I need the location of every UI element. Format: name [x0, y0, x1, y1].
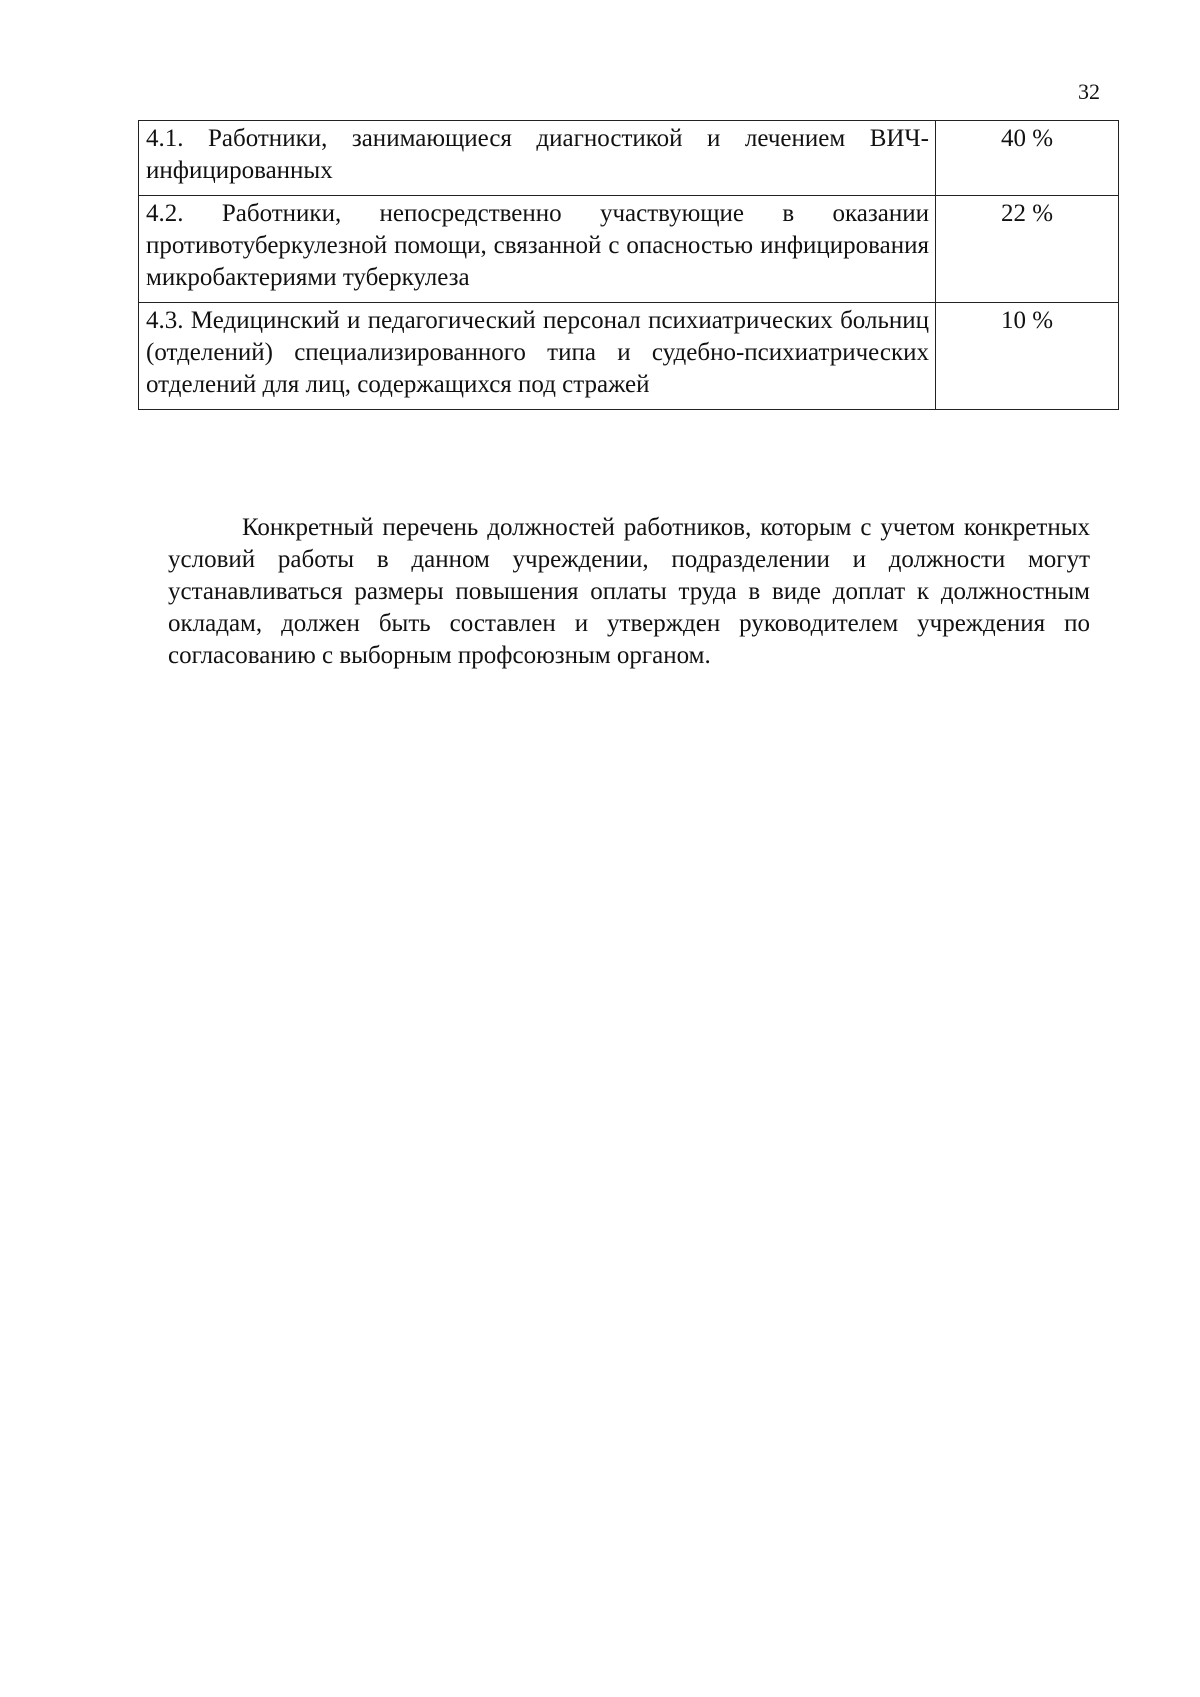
row-percentage: 10 %	[936, 303, 1119, 410]
row-percentage: 40 %	[936, 121, 1119, 196]
row-description: 4.1. Работники, занимающиеся диагностикой и лечением ВИЧ-инфицированных	[139, 121, 936, 196]
row-percentage: 22 %	[936, 196, 1119, 303]
table-row	[139, 303, 1119, 410]
page-number: 32	[1078, 79, 1100, 104]
table-row	[139, 121, 1119, 196]
table-row	[139, 196, 1119, 303]
row-description: 4.2. Работники, непосредственно участвующие в оказании противотуберкулезной помощи, связанной с опасностью инфицирования микробактериями туберкулеза	[139, 196, 936, 303]
body-paragraph: Конкретный перечень должностей работников, которым с учетом конкретных условий работы в данном учреждении, подразделении и должности могут устанавливаться размеры повышения оплаты труда в виде доплат к должностным окладам, должен быть составлен и утвержден руководителем учреждения по согласованию с выборным профсоюзным органом.	[168, 514, 1090, 669]
rates-table	[138, 120, 1119, 410]
row-description: 4.3. Медицинский и педагогический персонал психиатрических больниц (отделений) специализированного типа и судебно-психиатрических отделений для лиц, содержащихся под стражей	[139, 303, 936, 410]
